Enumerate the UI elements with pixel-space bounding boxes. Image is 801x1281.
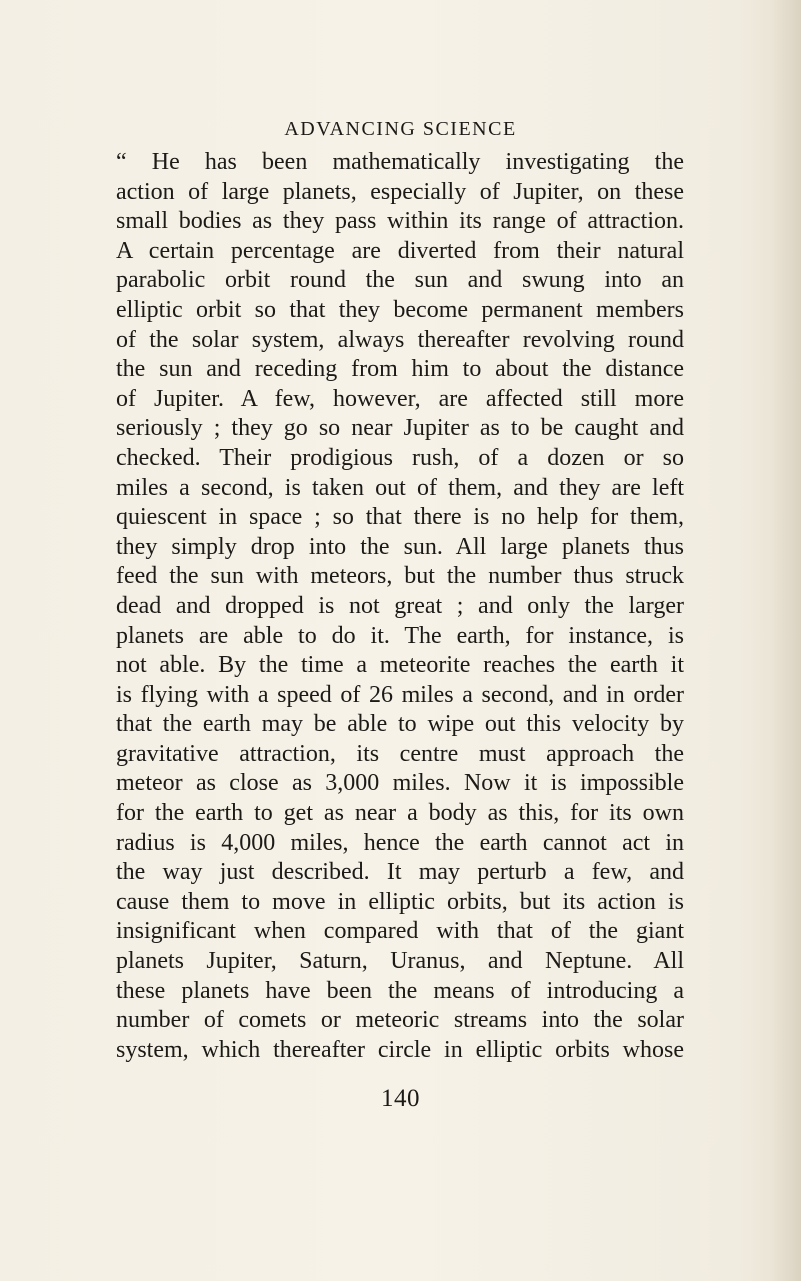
text-line: miles a second, is taken out of them, and they are left [116,474,684,501]
text-line: elliptic orbit so that they become permanent members [116,296,684,323]
text-line: parabolic orbit round the sun and swung into an [116,267,684,294]
text-line: that the earth may be able to wipe out this velocity by [116,711,684,738]
text-line: not able. By the time a meteorite reaches the earth it [116,652,684,679]
page-number: 140 [381,1085,420,1112]
text-line: checked. Their prodigious rush, of a dozen or so [116,444,684,471]
text-line: the sun and receding from him to about the distance [116,356,684,383]
text-line: these planets have been the means of introducing a [116,977,684,1004]
text-line: radius is 4,000 miles, hence the earth cannot act in [116,829,684,856]
text-line: small bodies as they pass within its range of attraction. [116,208,684,235]
text-line: dead and dropped is not great ; and only the larger [116,592,684,619]
text-line: cause them to move in elliptic orbits, but its action is [116,888,684,915]
body-text [116,148,684,1065]
text-line: “ He has been mathematically investigating the [116,149,684,175]
text-line: planets Jupiter, Saturn, Uranus, and Neptune. All [116,948,684,975]
text-line: action of large planets, especially of Jupiter, on these [116,178,684,205]
text-line: system, which thereafter circle in elliptic orbits whose [116,1036,684,1063]
text-line: of the solar system, always thereafter revolving round [116,326,684,353]
text-line: seriously ; they go so near Jupiter as to be caught and [116,415,684,442]
text-line: they simply drop into the sun. All large planets thus [116,533,684,560]
text-line: planets are able to do it. The earth, for instance, is [116,622,684,649]
text-line: for the earth to get as near a body as this, for its own [116,800,684,827]
text-line: is flying with a speed of 26 miles a second, and in order [116,681,684,708]
text-line: A certain percentage are diverted from their natural [116,237,684,264]
text-line: of Jupiter. A few, however, are affected still more [116,385,684,412]
text-line: meteor as close as 3,000 miles. Now it is impossible [116,770,684,797]
text-line: feed the sun with meteors, but the number thus struck [116,563,684,590]
text-line: gravitative attraction, its centre must approach the [116,740,684,767]
running-head: ADVANCING SCIENCE [284,118,517,140]
text-line: the way just described. It may perturb a few, and [116,859,684,886]
text-line: quiescent in space ; so that there is no help for them, [116,504,684,531]
text-line: insignificant when compared with that of the giant [116,918,684,945]
text-line: number of comets or meteoric streams into the solar [116,1007,684,1034]
